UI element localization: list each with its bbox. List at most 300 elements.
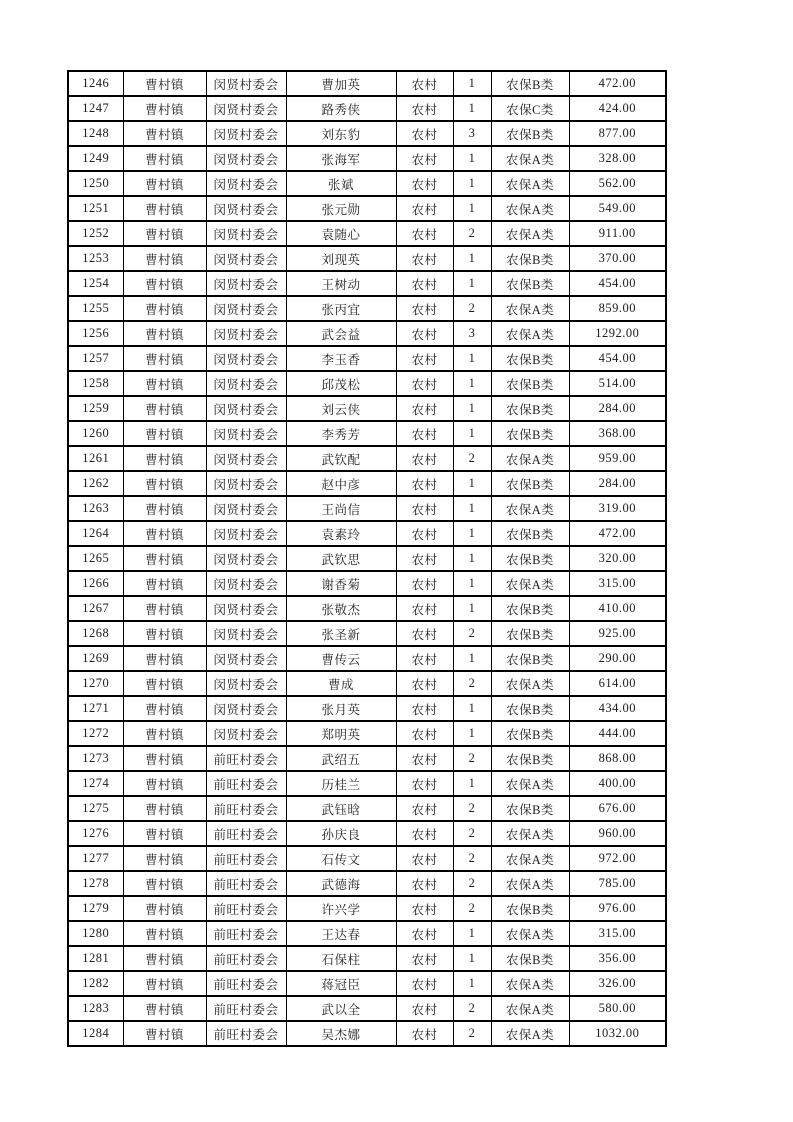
cell-seq: 1253 (68, 246, 123, 271)
cell-town: 曹村镇 (123, 846, 206, 871)
cell-town: 曹村镇 (123, 971, 206, 996)
cell-category: 农保C类 (491, 96, 569, 121)
cell-category: 农保A类 (491, 871, 569, 896)
cell-town: 曹村镇 (123, 71, 206, 96)
table-row (68, 896, 666, 921)
cell-persons: 1 (453, 171, 491, 196)
cell-category: 农保A类 (491, 971, 569, 996)
cell-seq: 1284 (68, 1021, 123, 1046)
cell-category: 农保B类 (491, 621, 569, 646)
cell-category: 农保B类 (491, 546, 569, 571)
cell-town: 曹村镇 (123, 696, 206, 721)
table-row (68, 96, 666, 121)
table-row (68, 796, 666, 821)
cell-name: 历桂兰 (286, 771, 396, 796)
cell-village: 前旺村委会 (206, 771, 286, 796)
cell-persons: 3 (453, 321, 491, 346)
cell-seq: 1260 (68, 421, 123, 446)
cell-amount: 315.00 (569, 921, 666, 946)
cell-amount: 1292.00 (569, 321, 666, 346)
table-row (68, 546, 666, 571)
cell-residence: 农村 (396, 1021, 453, 1046)
cell-name: 武以全 (286, 996, 396, 1021)
cell-town: 曹村镇 (123, 496, 206, 521)
table-row (68, 71, 666, 96)
cell-residence: 农村 (396, 796, 453, 821)
cell-seq: 1269 (68, 646, 123, 671)
cell-town: 曹村镇 (123, 671, 206, 696)
cell-name: 石保柱 (286, 946, 396, 971)
cell-seq: 1247 (68, 96, 123, 121)
cell-persons: 2 (453, 821, 491, 846)
table-row (68, 946, 666, 971)
cell-seq: 1280 (68, 921, 123, 946)
cell-residence: 农村 (396, 271, 453, 296)
cell-town: 曹村镇 (123, 946, 206, 971)
cell-town: 曹村镇 (123, 471, 206, 496)
cell-village: 闵贤村委会 (206, 296, 286, 321)
cell-category: 农保B类 (491, 246, 569, 271)
cell-category: 农保A类 (491, 171, 569, 196)
cell-name: 郑明英 (286, 721, 396, 746)
table-row (68, 496, 666, 521)
cell-town: 曹村镇 (123, 221, 206, 246)
cell-name: 孙庆良 (286, 821, 396, 846)
cell-persons: 1 (453, 596, 491, 621)
cell-category: 农保A类 (491, 921, 569, 946)
cell-name: 袁随心 (286, 221, 396, 246)
cell-amount: 549.00 (569, 196, 666, 221)
cell-persons: 2 (453, 621, 491, 646)
cell-residence: 农村 (396, 471, 453, 496)
cell-town: 曹村镇 (123, 96, 206, 121)
cell-persons: 1 (453, 521, 491, 546)
cell-residence: 农村 (396, 196, 453, 221)
pension-roster-body (68, 71, 666, 1046)
cell-amount: 514.00 (569, 371, 666, 396)
cell-residence: 农村 (396, 671, 453, 696)
cell-persons: 1 (453, 146, 491, 171)
cell-seq: 1278 (68, 871, 123, 896)
cell-residence: 农村 (396, 646, 453, 671)
cell-village: 闵贤村委会 (206, 721, 286, 746)
cell-town: 曹村镇 (123, 346, 206, 371)
cell-persons: 1 (453, 471, 491, 496)
cell-village: 前旺村委会 (206, 796, 286, 821)
cell-amount: 454.00 (569, 271, 666, 296)
cell-persons: 1 (453, 421, 491, 446)
table-row (68, 646, 666, 671)
cell-amount: 356.00 (569, 946, 666, 971)
cell-village: 闵贤村委会 (206, 546, 286, 571)
table-row (68, 696, 666, 721)
cell-town: 曹村镇 (123, 196, 206, 221)
table-row (68, 871, 666, 896)
cell-village: 前旺村委会 (206, 921, 286, 946)
cell-category: 农保A类 (491, 771, 569, 796)
cell-category: 农保B类 (491, 371, 569, 396)
cell-village: 前旺村委会 (206, 946, 286, 971)
cell-seq: 1252 (68, 221, 123, 246)
cell-town: 曹村镇 (123, 621, 206, 646)
cell-persons: 1 (453, 971, 491, 996)
cell-name: 张圣新 (286, 621, 396, 646)
cell-name: 赵中彦 (286, 471, 396, 496)
cell-name: 刘云侠 (286, 396, 396, 421)
cell-category: 农保A类 (491, 221, 569, 246)
cell-category: 农保B类 (491, 471, 569, 496)
cell-name: 李秀芳 (286, 421, 396, 446)
cell-category: 农保B类 (491, 396, 569, 421)
cell-village: 闵贤村委会 (206, 621, 286, 646)
cell-amount: 472.00 (569, 71, 666, 96)
cell-town: 曹村镇 (123, 396, 206, 421)
table-row (68, 921, 666, 946)
cell-residence: 农村 (396, 746, 453, 771)
cell-category: 农保A类 (491, 996, 569, 1021)
cell-seq: 1261 (68, 446, 123, 471)
cell-persons: 1 (453, 371, 491, 396)
cell-residence: 农村 (396, 171, 453, 196)
cell-amount: 410.00 (569, 596, 666, 621)
table-row (68, 171, 666, 196)
cell-town: 曹村镇 (123, 321, 206, 346)
cell-amount: 877.00 (569, 121, 666, 146)
cell-persons: 2 (453, 221, 491, 246)
cell-residence: 农村 (396, 321, 453, 346)
cell-amount: 911.00 (569, 221, 666, 246)
cell-residence: 农村 (396, 771, 453, 796)
cell-category: 农保A类 (491, 1021, 569, 1046)
cell-category: 农保A类 (491, 296, 569, 321)
cell-category: 农保B类 (491, 721, 569, 746)
cell-persons: 3 (453, 121, 491, 146)
cell-village: 闵贤村委会 (206, 221, 286, 246)
cell-persons: 1 (453, 496, 491, 521)
cell-name: 武绍五 (286, 746, 396, 771)
cell-amount: 370.00 (569, 246, 666, 271)
cell-persons: 2 (453, 746, 491, 771)
table-row (68, 1021, 666, 1046)
cell-amount: 472.00 (569, 521, 666, 546)
cell-category: 农保B类 (491, 71, 569, 96)
cell-amount: 959.00 (569, 446, 666, 471)
cell-persons: 2 (453, 1021, 491, 1046)
cell-village: 闵贤村委会 (206, 671, 286, 696)
cell-residence: 农村 (396, 346, 453, 371)
cell-residence: 农村 (396, 971, 453, 996)
cell-village: 闵贤村委会 (206, 646, 286, 671)
cell-persons: 1 (453, 721, 491, 746)
cell-category: 农保B类 (491, 946, 569, 971)
cell-seq: 1277 (68, 846, 123, 871)
cell-residence: 农村 (396, 996, 453, 1021)
cell-amount: 284.00 (569, 396, 666, 421)
cell-category: 农保B类 (491, 596, 569, 621)
cell-amount: 328.00 (569, 146, 666, 171)
cell-category: 农保A类 (491, 671, 569, 696)
cell-seq: 1256 (68, 321, 123, 346)
cell-seq: 1251 (68, 196, 123, 221)
cell-category: 农保B类 (491, 121, 569, 146)
cell-amount: 976.00 (569, 896, 666, 921)
cell-name: 谢香菊 (286, 571, 396, 596)
cell-name: 邱茂松 (286, 371, 396, 396)
cell-village: 闵贤村委会 (206, 521, 286, 546)
cell-category: 农保A类 (491, 846, 569, 871)
cell-village: 闵贤村委会 (206, 146, 286, 171)
cell-name: 石传文 (286, 846, 396, 871)
cell-town: 曹村镇 (123, 521, 206, 546)
cell-seq: 1257 (68, 346, 123, 371)
cell-persons: 1 (453, 96, 491, 121)
cell-persons: 1 (453, 271, 491, 296)
cell-name: 刘东豹 (286, 121, 396, 146)
cell-name: 武会益 (286, 321, 396, 346)
cell-name: 张元勋 (286, 196, 396, 221)
table-row (68, 821, 666, 846)
cell-residence: 农村 (396, 121, 453, 146)
cell-seq: 1267 (68, 596, 123, 621)
cell-town: 曹村镇 (123, 146, 206, 171)
cell-amount: 960.00 (569, 821, 666, 846)
cell-name: 袁素玲 (286, 521, 396, 546)
cell-persons: 2 (453, 796, 491, 821)
cell-town: 曹村镇 (123, 646, 206, 671)
cell-amount: 424.00 (569, 96, 666, 121)
table-row (68, 846, 666, 871)
cell-town: 曹村镇 (123, 896, 206, 921)
cell-residence: 农村 (396, 821, 453, 846)
cell-village: 闵贤村委会 (206, 446, 286, 471)
cell-town: 曹村镇 (123, 996, 206, 1021)
cell-residence: 农村 (396, 621, 453, 646)
table-row (68, 246, 666, 271)
cell-name: 张斌 (286, 171, 396, 196)
cell-residence: 农村 (396, 71, 453, 96)
cell-seq: 1272 (68, 721, 123, 746)
cell-village: 闵贤村委会 (206, 321, 286, 346)
cell-residence: 农村 (396, 946, 453, 971)
cell-name: 曹加英 (286, 71, 396, 96)
cell-residence: 农村 (396, 896, 453, 921)
cell-seq: 1274 (68, 771, 123, 796)
cell-village: 闵贤村委会 (206, 496, 286, 521)
cell-persons: 1 (453, 771, 491, 796)
cell-village: 闵贤村委会 (206, 246, 286, 271)
table-row (68, 396, 666, 421)
cell-residence: 农村 (396, 521, 453, 546)
cell-category: 农保A类 (491, 146, 569, 171)
cell-amount: 676.00 (569, 796, 666, 821)
cell-persons: 2 (453, 996, 491, 1021)
table-row (68, 621, 666, 646)
cell-name: 蒋冠臣 (286, 971, 396, 996)
cell-amount: 925.00 (569, 621, 666, 646)
cell-town: 曹村镇 (123, 871, 206, 896)
cell-seq: 1279 (68, 896, 123, 921)
cell-category: 农保A类 (491, 196, 569, 221)
cell-village: 闵贤村委会 (206, 371, 286, 396)
table-row (68, 671, 666, 696)
cell-category: 农保A类 (491, 321, 569, 346)
cell-category: 农保B类 (491, 271, 569, 296)
cell-name: 曹成 (286, 671, 396, 696)
cell-seq: 1246 (68, 71, 123, 96)
cell-persons: 1 (453, 346, 491, 371)
cell-amount: 290.00 (569, 646, 666, 671)
table-row (68, 121, 666, 146)
cell-name: 王树动 (286, 271, 396, 296)
cell-residence: 农村 (396, 696, 453, 721)
cell-seq: 1268 (68, 621, 123, 646)
cell-village: 前旺村委会 (206, 846, 286, 871)
table-row (68, 321, 666, 346)
cell-name: 李玉香 (286, 346, 396, 371)
cell-residence: 农村 (396, 596, 453, 621)
cell-village: 闵贤村委会 (206, 196, 286, 221)
cell-town: 曹村镇 (123, 596, 206, 621)
cell-village: 闵贤村委会 (206, 96, 286, 121)
cell-name: 武德海 (286, 871, 396, 896)
cell-persons: 2 (453, 296, 491, 321)
cell-residence: 农村 (396, 496, 453, 521)
cell-amount: 614.00 (569, 671, 666, 696)
cell-village: 闵贤村委会 (206, 696, 286, 721)
table-row (68, 271, 666, 296)
cell-town: 曹村镇 (123, 721, 206, 746)
cell-village: 前旺村委会 (206, 1021, 286, 1046)
cell-residence: 农村 (396, 446, 453, 471)
cell-town: 曹村镇 (123, 1021, 206, 1046)
cell-name: 武钦配 (286, 446, 396, 471)
table-row (68, 371, 666, 396)
cell-name: 刘现英 (286, 246, 396, 271)
table-row (68, 746, 666, 771)
cell-village: 闵贤村委会 (206, 71, 286, 96)
cell-amount: 444.00 (569, 721, 666, 746)
cell-name: 张海军 (286, 146, 396, 171)
cell-seq: 1264 (68, 521, 123, 546)
cell-persons: 2 (453, 446, 491, 471)
cell-village: 闵贤村委会 (206, 396, 286, 421)
cell-village: 前旺村委会 (206, 871, 286, 896)
cell-residence: 农村 (396, 921, 453, 946)
cell-residence: 农村 (396, 421, 453, 446)
cell-amount: 859.00 (569, 296, 666, 321)
table-row (68, 196, 666, 221)
cell-persons: 2 (453, 896, 491, 921)
cell-amount: 434.00 (569, 696, 666, 721)
cell-village: 前旺村委会 (206, 996, 286, 1021)
cell-category: 农保B类 (491, 646, 569, 671)
cell-residence: 农村 (396, 96, 453, 121)
cell-name: 王达春 (286, 921, 396, 946)
cell-amount: 785.00 (569, 871, 666, 896)
cell-seq: 1275 (68, 796, 123, 821)
cell-amount: 400.00 (569, 771, 666, 796)
cell-town: 曹村镇 (123, 746, 206, 771)
table-row (68, 296, 666, 321)
cell-persons: 2 (453, 671, 491, 696)
cell-seq: 1273 (68, 746, 123, 771)
cell-residence: 农村 (396, 146, 453, 171)
cell-residence: 农村 (396, 721, 453, 746)
cell-category: 农保B类 (491, 896, 569, 921)
cell-category: 农保A类 (491, 571, 569, 596)
cell-seq: 1255 (68, 296, 123, 321)
cell-name: 张月英 (286, 696, 396, 721)
cell-persons: 2 (453, 871, 491, 896)
pension-roster-table (67, 70, 667, 1047)
table-row (68, 721, 666, 746)
cell-residence: 农村 (396, 396, 453, 421)
cell-village: 前旺村委会 (206, 746, 286, 771)
cell-village: 闵贤村委会 (206, 471, 286, 496)
cell-amount: 320.00 (569, 546, 666, 571)
cell-residence: 农村 (396, 571, 453, 596)
cell-category: 农保B类 (491, 696, 569, 721)
cell-name: 张敬杰 (286, 596, 396, 621)
table-row (68, 971, 666, 996)
table-row (68, 521, 666, 546)
cell-category: 农保B类 (491, 521, 569, 546)
cell-town: 曹村镇 (123, 571, 206, 596)
cell-village: 闵贤村委会 (206, 271, 286, 296)
cell-persons: 1 (453, 571, 491, 596)
cell-name: 许兴学 (286, 896, 396, 921)
cell-seq: 1258 (68, 371, 123, 396)
cell-amount: 1032.00 (569, 1021, 666, 1046)
cell-village: 闵贤村委会 (206, 121, 286, 146)
cell-town: 曹村镇 (123, 121, 206, 146)
cell-town: 曹村镇 (123, 921, 206, 946)
cell-persons: 1 (453, 71, 491, 96)
cell-persons: 1 (453, 396, 491, 421)
cell-town: 曹村镇 (123, 446, 206, 471)
cell-residence: 农村 (396, 846, 453, 871)
cell-seq: 1276 (68, 821, 123, 846)
cell-persons: 2 (453, 846, 491, 871)
table-row (68, 146, 666, 171)
cell-amount: 454.00 (569, 346, 666, 371)
cell-category: 农保B类 (491, 746, 569, 771)
cell-amount: 319.00 (569, 496, 666, 521)
cell-seq: 1248 (68, 121, 123, 146)
table-row (68, 446, 666, 471)
cell-town: 曹村镇 (123, 421, 206, 446)
cell-amount: 972.00 (569, 846, 666, 871)
cell-town: 曹村镇 (123, 546, 206, 571)
cell-name: 曹传云 (286, 646, 396, 671)
table-row (68, 771, 666, 796)
cell-seq: 1283 (68, 996, 123, 1021)
cell-village: 闵贤村委会 (206, 571, 286, 596)
cell-town: 曹村镇 (123, 296, 206, 321)
cell-town: 曹村镇 (123, 371, 206, 396)
cell-residence: 农村 (396, 296, 453, 321)
cell-town: 曹村镇 (123, 246, 206, 271)
cell-seq: 1250 (68, 171, 123, 196)
cell-town: 曹村镇 (123, 796, 206, 821)
cell-residence: 农村 (396, 871, 453, 896)
cell-seq: 1282 (68, 971, 123, 996)
cell-residence: 农村 (396, 371, 453, 396)
cell-town: 曹村镇 (123, 171, 206, 196)
cell-persons: 1 (453, 646, 491, 671)
cell-name: 张丙宜 (286, 296, 396, 321)
cell-seq: 1249 (68, 146, 123, 171)
